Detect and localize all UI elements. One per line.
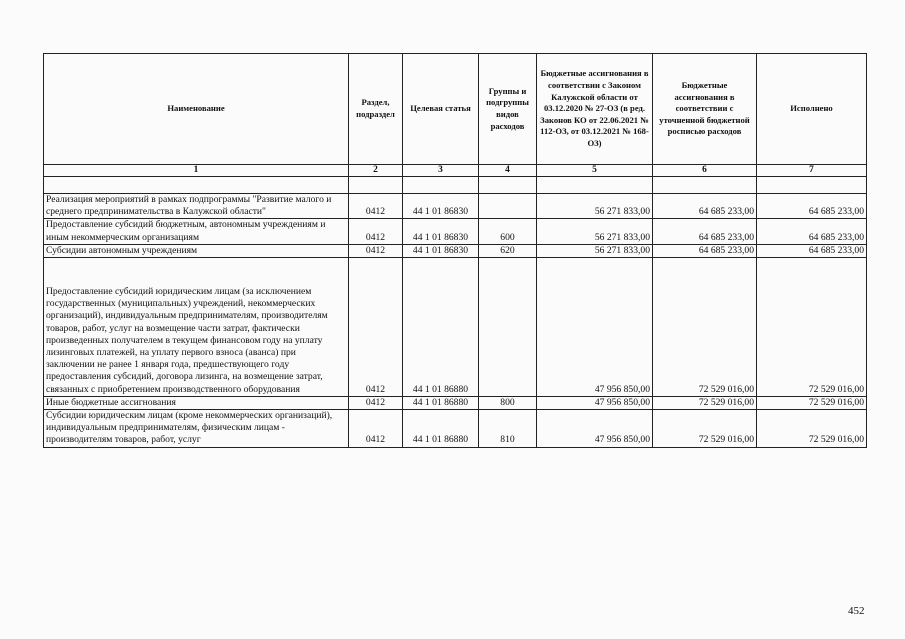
row-target: 44 1 01 86880 [403, 410, 479, 448]
table-row [44, 244, 867, 257]
row-executed: 72 529 016,00 [757, 410, 867, 448]
row-group [479, 194, 537, 219]
row-roster-amount: 64 685 233,00 [653, 194, 757, 219]
row-executed: 64 685 233,00 [757, 194, 867, 219]
row-name: Субсидии юридическим лицам (кроме некоммерческих организаций), индивидуальным предпринимателям, физическим лицам - производителям товаров, работ, услуг [44, 410, 349, 448]
table-row [44, 194, 867, 219]
column-number: 4 [479, 165, 537, 177]
row-roster-amount: 72 529 016,00 [653, 258, 757, 397]
header-executed: Исполнено [757, 54, 867, 165]
row-executed: 72 529 016,00 [757, 258, 867, 397]
row-name: Предоставление субсидий юридическим лицам (за исключением государственных (муниципальных) учреждений, некоммерческих организаций), индивидуальным предпринимателям, производителям товаров, работ, услуг на возмещение части затрат, фактически произведенных получателем в текущем финансовом году на уплату лизинговых платежей, на уплату первого взноса (аванса) при заключении не ранее 1 января года, предшествующего году предоставления субсидий, договора лизинга, на возмещение затрат, связанных с приобретением производственного оборудования [44, 258, 349, 397]
row-roster-amount: 72 529 016,00 [653, 396, 757, 409]
row-group: 800 [479, 396, 537, 409]
row-law-amount: 56 271 833,00 [537, 194, 653, 219]
row-section: 0412 [349, 194, 403, 219]
row-section: 0412 [349, 396, 403, 409]
row-section: 0412 [349, 244, 403, 257]
header-name: Наименование [44, 54, 349, 165]
row-roster-amount: 72 529 016,00 [653, 410, 757, 448]
row-executed: 72 529 016,00 [757, 396, 867, 409]
row-group: 600 [479, 219, 537, 244]
row-group [479, 258, 537, 397]
row-law-amount: 47 956 850,00 [537, 410, 653, 448]
row-section: 0412 [349, 410, 403, 448]
column-number-row [44, 165, 867, 177]
row-roster-amount: 64 685 233,00 [653, 219, 757, 244]
column-number: 5 [537, 165, 653, 177]
row-target: 44 1 01 86880 [403, 396, 479, 409]
row-group: 620 [479, 244, 537, 257]
row-executed: 64 685 233,00 [757, 244, 867, 257]
header-row [44, 54, 867, 165]
column-number: 2 [349, 165, 403, 177]
column-number: 7 [757, 165, 867, 177]
row-section: 0412 [349, 258, 403, 397]
column-number: 1 [44, 165, 349, 177]
header-section: Раздел, подраздел [349, 54, 403, 165]
header-target: Целевая статья [403, 54, 479, 165]
row-name: Иные бюджетные ассигнования [44, 396, 349, 409]
row-law-amount: 56 271 833,00 [537, 244, 653, 257]
row-target: 44 1 01 86830 [403, 219, 479, 244]
row-name: Предоставление субсидий бюджетным, автономным учреждениям и иным некоммерческим организациям [44, 219, 349, 244]
table-row [44, 219, 867, 244]
row-target: 44 1 01 86830 [403, 194, 479, 219]
row-law-amount: 56 271 833,00 [537, 219, 653, 244]
table-row [44, 396, 867, 409]
row-roster-amount: 64 685 233,00 [653, 244, 757, 257]
column-number: 6 [653, 165, 757, 177]
header-roster-amount: Бюджетные ассигнования в соответствии с уточненной бюджетной росписью расходов [653, 54, 757, 165]
budget-table [43, 53, 867, 448]
column-number: 3 [403, 165, 479, 177]
row-name: Субсидии автономным учреждениям [44, 244, 349, 257]
row-group: 810 [479, 410, 537, 448]
row-law-amount: 47 956 850,00 [537, 396, 653, 409]
table-row [44, 258, 867, 397]
table-row [44, 410, 867, 448]
row-target: 44 1 01 86880 [403, 258, 479, 397]
spacer-row [44, 177, 867, 194]
row-section: 0412 [349, 219, 403, 244]
row-target: 44 1 01 86830 [403, 244, 479, 257]
row-name: Реализация мероприятий в рамках подпрограммы "Развитие малого и среднего предпринимательства в Калужской области" [44, 194, 349, 219]
header-group: Группы и подгруппы видов расходов [479, 54, 537, 165]
row-law-amount: 47 956 850,00 [537, 258, 653, 397]
page-number: 452 [848, 605, 865, 617]
row-executed: 64 685 233,00 [757, 219, 867, 244]
header-law-amount: Бюджетные ассигнования в соответствии с Законом Калужской области от 03.12.2020 № 27-ОЗ (в ред. Законов КО от 22.06.2021 № 112-ОЗ, от 03.12.2021 № 168-ОЗ) [537, 54, 653, 165]
